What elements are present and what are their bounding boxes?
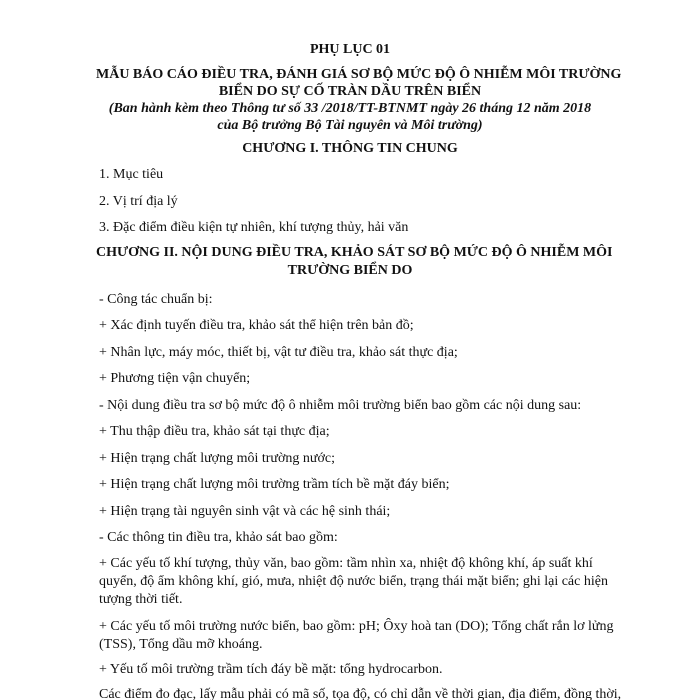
content-line: + Hiện trạng tài nguyên sinh vật và các hệ sinh thái; — [99, 504, 391, 519]
chapter-1-item: 2. Vị trí địa lý — [99, 194, 178, 209]
meteorology-line-3: tượng thời tiết. — [99, 592, 183, 607]
issued-note-line-2: của Bộ trưởng Bộ Tài nguyên và Môi trường) — [217, 118, 483, 133]
water-line-1: + Các yếu tố môi trường nước biển, bao gồm: pH; Ôxy hoà tan (DO); Tổng chất rắn lơ lửng — [99, 619, 614, 634]
content-line: + Hiện trạng chất lượng môi trường nước; — [99, 451, 335, 466]
chapter-2-title-line-2: TRƯỜNG BIỂN DO — [287, 263, 413, 278]
water-line-2: (TSS), Tổng dầu mỡ khoáng. — [99, 637, 263, 652]
content-line: + Phương tiện vận chuyển; — [99, 371, 251, 386]
report-title-line-2: BIỂN DO SỰ CỐ TRÀN DẦU TRÊN BIỂN — [218, 84, 482, 99]
content-line: + Nhân lực, máy móc, thiết bị, vật tư điều tra, khảo sát thực địa; — [99, 345, 458, 360]
sediment-line: + Yếu tố môi trường trầm tích đáy bề mặt: tổng hydrocarbon. — [99, 662, 443, 677]
chapter-1-item: 1. Mục tiêu — [99, 167, 164, 182]
chapter-1-title: CHƯƠNG I. THÔNG TIN CHUNG — [242, 141, 458, 156]
issued-note — [90, 100, 610, 134]
water-paragraph — [99, 618, 614, 654]
content-line: - Công tác chuẩn bị: — [99, 292, 213, 307]
report-title — [96, 66, 622, 100]
report-title-line-1: MẪU BÁO CÁO ĐIỀU TRA, ĐÁNH GIÁ SƠ BỘ MỨC ĐỘ Ô NHIỄM MÔI TRƯỜNG — [96, 67, 622, 82]
issued-note-line-1: (Ban hành kèm theo Thông tư số 33 /2018/TT-BTNMT ngày 26 tháng 12 năm 2018 — [108, 101, 592, 116]
meteorology-line-2: quyển, độ ẩm không khí, gió, mưa, nhiệt độ nước biển, trạng thái mặt biển; ghi lại các hiện — [99, 574, 608, 589]
meteorology-line-1: + Các yếu tố khí tượng, thủy văn, bao gồm: tầm nhìn xa, nhiệt độ không khí, áp suất khí — [99, 556, 593, 571]
content-line: - Các thông tin điều tra, khảo sát bao gồm: — [99, 530, 338, 545]
sampling-line: Các điểm đo đạc, lấy mẫu phải có mã số, tọa độ, có chỉ dẫn về thời gian, địa điểm, đồng thời, — [99, 687, 622, 700]
chapter-1-item: 3. Đặc điểm điều kiện tự nhiên, khí tượng thủy, hải văn — [99, 220, 409, 235]
content-line: + Thu thập điều tra, khảo sát tại thực địa; — [99, 424, 330, 439]
content-line: + Hiện trạng chất lượng môi trường trầm tích bề mặt đáy biển; — [99, 477, 450, 492]
content-line: - Nội dung điều tra sơ bộ mức độ ô nhiễm môi trường biển bao gồm các nội dung sau: — [99, 398, 582, 413]
appendix-title: PHỤ LỤC 01 — [309, 42, 391, 57]
meteorology-paragraph — [99, 555, 611, 609]
chapter-2-title-line-1: CHƯƠNG II. NỘI DUNG ĐIỀU TRA, KHẢO SÁT SƠ BỘ MỨC ĐỘ Ô NHIỄM MÔI — [96, 245, 613, 260]
content-line: + Xác định tuyến điều tra, khảo sát thể hiện trên bản đồ; — [99, 318, 414, 333]
chapter-2-title — [96, 244, 613, 280]
